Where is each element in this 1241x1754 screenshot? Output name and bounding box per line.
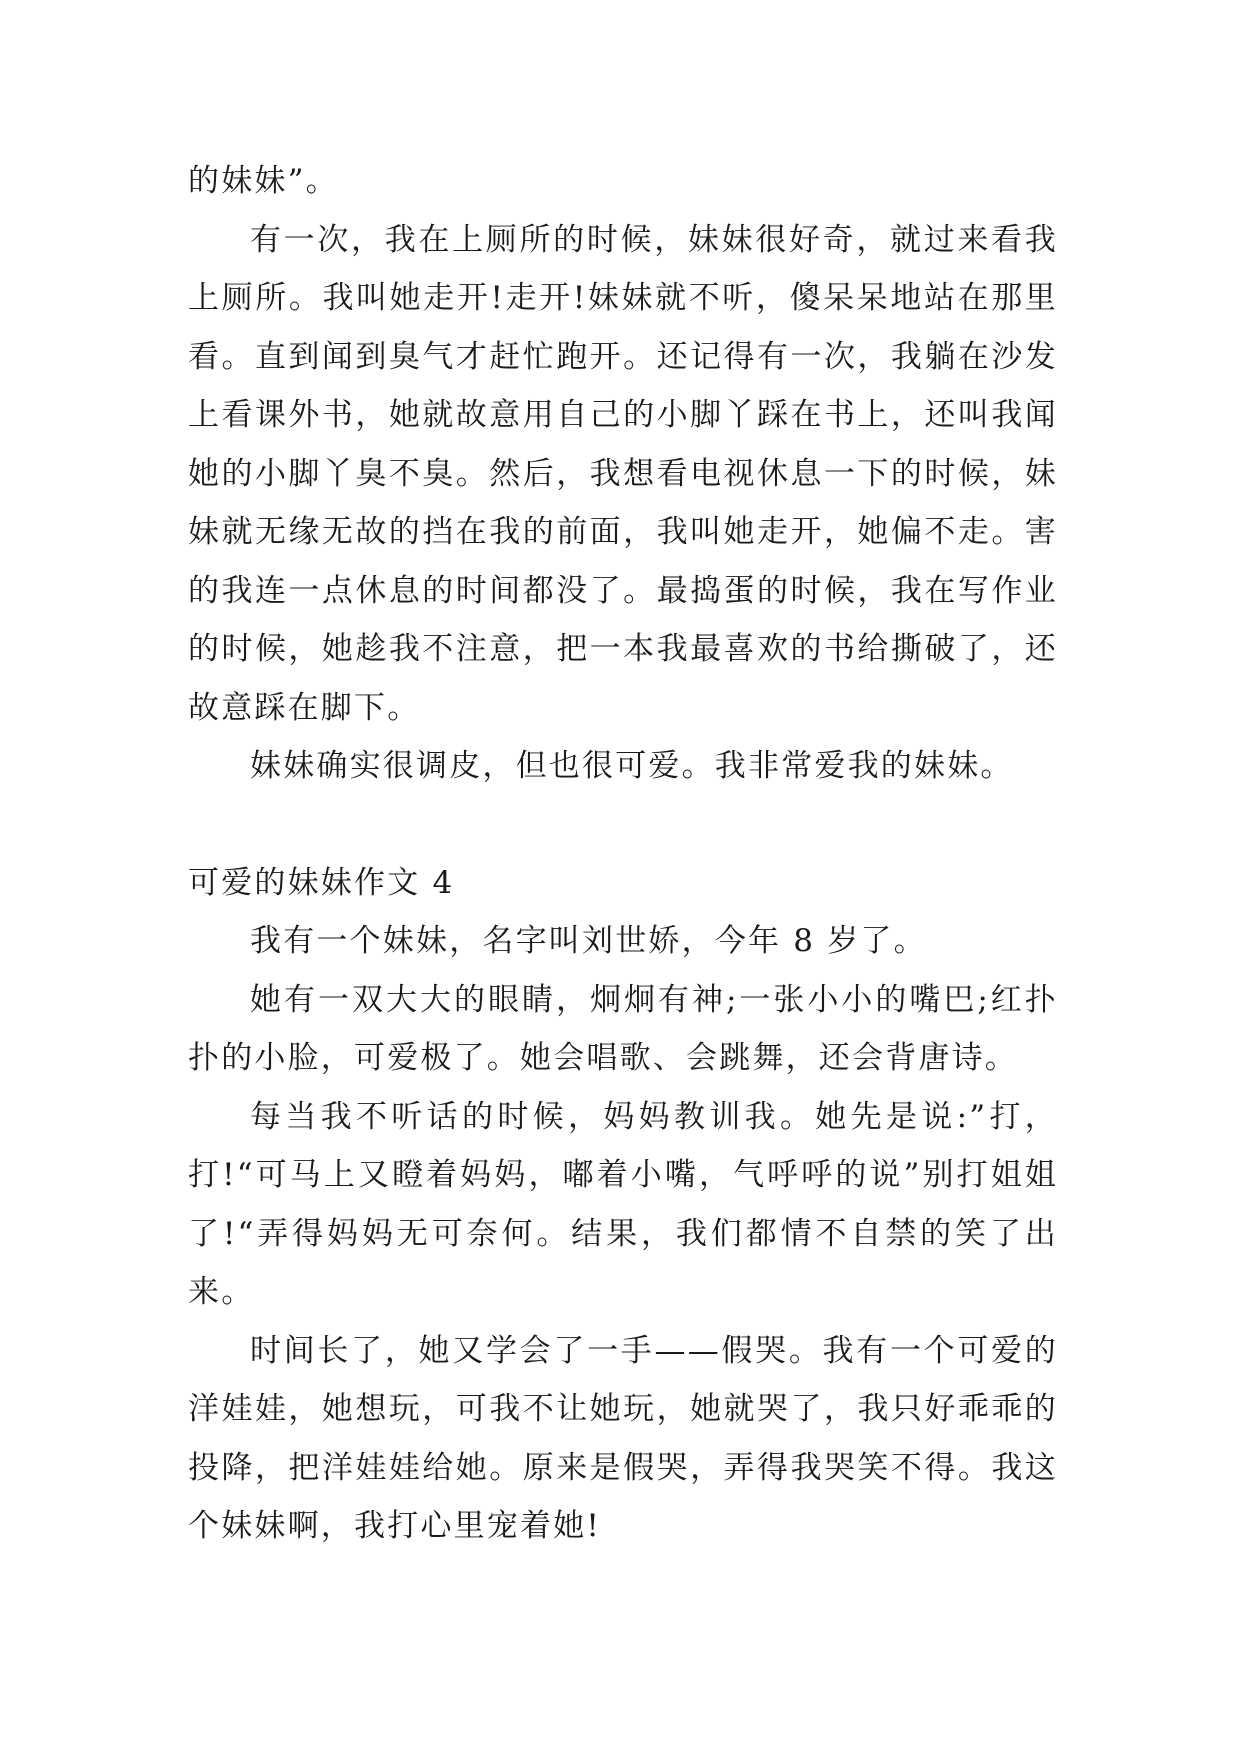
paragraph-conclusion: 妹妹确实很调皮，但也很可爱。我非常爱我的妹妹。 — [250, 748, 1014, 784]
paragraph-appearance: 她有一双大大的眼睛，炯炯有神;一张小小的嘴巴;红扑扑的小脸，可爱极了。她会唱歌、会跳舞，还会背唐诗。 — [188, 981, 1058, 1076]
paragraph-bathroom-story: 有一次，我在上厕所的时候，妹妹很好奇，就过来看我上厕所。我叫她走开!走开!妹妹就不听，傻呆呆地站在那里看。直到闻到臭气才赶忙跑开。还记得有一次，我躺在沙发上看课外书，她就故意用自己的小脚丫踩在书上，还叫我闻她的小脚丫臭不臭。然后，我想看电视休息一下的时候，妹妹就无缘无故的挡在我的前面，我叫她走开，她偏不走。害的我连一点休息的时间都没了。最捣蛋的时候，我在写作业的时候，她趁我不注意，把一本我最喜欢的书给撕破了，还故意踩在脚下。 — [188, 221, 1058, 726]
section-title: 可爱的妹妹作文 4 — [188, 864, 455, 901]
section-spacer — [188, 796, 1058, 854]
document-body — [188, 152, 1058, 1556]
paragraph-fake-crying: 时间长了，她又学会了一手——假哭。我有一个可爱的洋娃娃，她想玩，可我不让她玩，她就哭了，我只好乖乖的投降，把洋娃娃给她。原来是假哭，弄得我哭笑不得。我这个妹妹啊，我打心里宠着她! — [188, 1332, 1058, 1544]
paragraph-scolding: 每当我不听话的时候，妈妈教训我。她先是说:”打，打!“可马上又瞪着妈妈，嘟着小嘴，气呼呼的说”别打姐姐了!“弄得妈妈无可奈何。结果，我们都情不自禁的笑了出来。 — [188, 1098, 1058, 1310]
paragraph-continuation: 的妹妹”。 — [188, 163, 339, 199]
paragraph-introduction: 我有一个妹妹，名字叫刘世娇，今年 8 岁了。 — [250, 923, 927, 959]
